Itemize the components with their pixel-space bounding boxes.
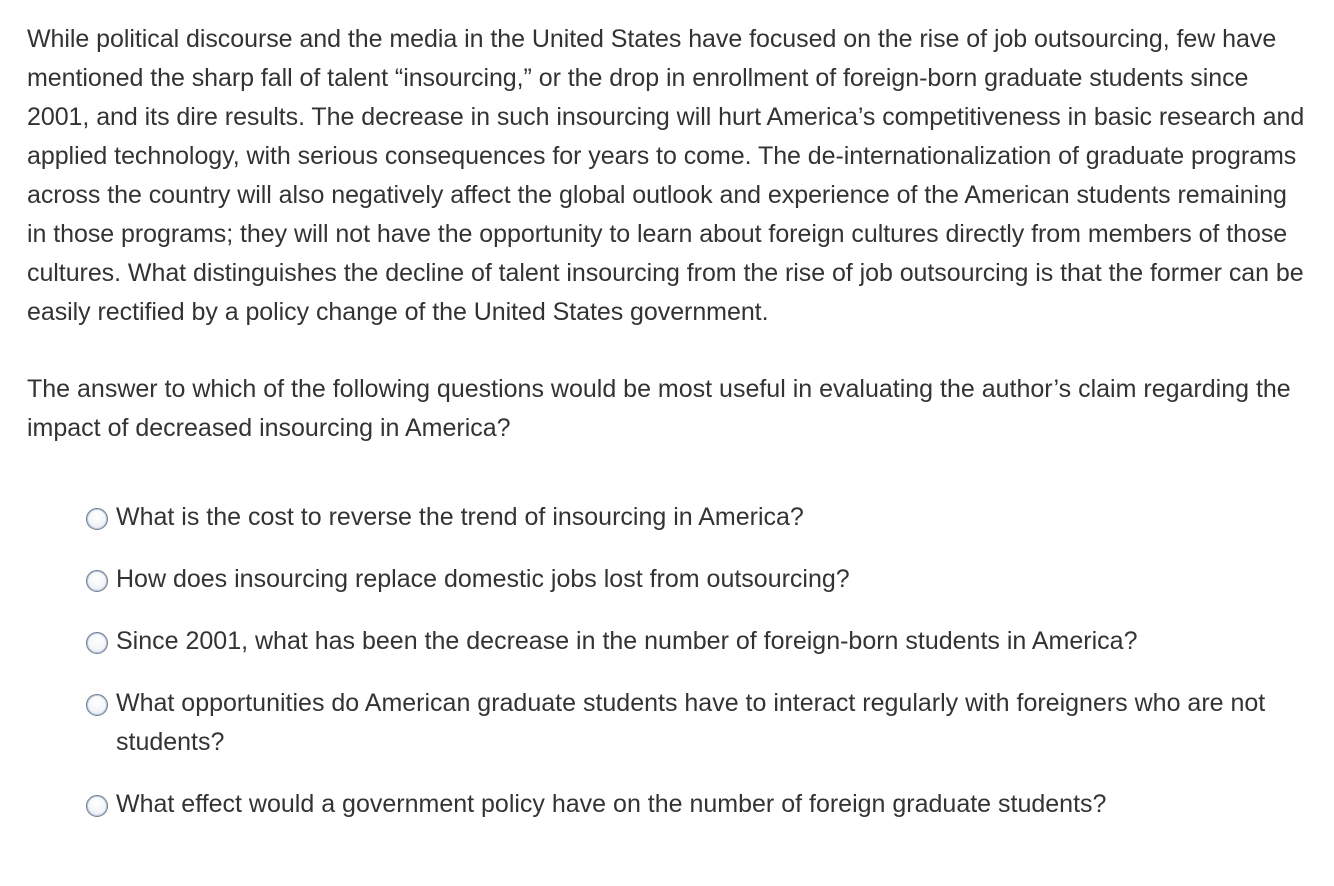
answer-option-label: Since 2001, what has been the decrease in the number of foreign-born students in America? bbox=[116, 627, 1138, 655]
answer-option-e[interactable] bbox=[27, 785, 1296, 824]
radio-button-icon[interactable] bbox=[86, 570, 108, 592]
passage-text: While political discourse and the media in the United States have focused on the rise of job outsourcing, few have mentioned the sharp fall of talent “insourcing,” or the drop in enrollment of foreign-born graduate students since 2001, and its dire results. The decrease in such insourcing will hurt America’s competitiveness in basic research and applied technology, with serious consequences for years to come. The de-internationalization of graduate programs across the country will also negatively affect the global outlook and experience of the American students remaining in those programs; they will not have the opportunity to learn about foreign cultures directly from members of those cultures. What distinguishes the decline of talent insourcing from the rise of job outsourcing is that the former can be easily rectified by a policy change of the United States government. bbox=[27, 25, 1305, 326]
question-stem: The answer to which of the following questions would be most useful in evaluating the author’s claim regarding the impact of decreased insourcing in America? bbox=[27, 375, 1291, 442]
answer-option-label: What effect would a government policy have on the number of foreign graduate students? bbox=[116, 790, 1107, 818]
answer-option-d[interactable] bbox=[27, 684, 1296, 762]
radio-button-icon[interactable] bbox=[86, 795, 108, 817]
radio-button-icon[interactable] bbox=[86, 694, 108, 716]
answer-option-c[interactable] bbox=[27, 622, 1296, 661]
answer-options bbox=[27, 498, 1334, 824]
answer-option-label: What is the cost to reverse the trend of insourcing in America? bbox=[116, 503, 804, 531]
answer-option-a[interactable] bbox=[27, 498, 1296, 537]
radio-button-icon[interactable] bbox=[86, 632, 108, 654]
answer-option-b[interactable] bbox=[27, 560, 1296, 599]
answer-option-label: How does insourcing replace domestic jobs lost from outsourcing? bbox=[116, 565, 850, 593]
radio-button-icon[interactable] bbox=[86, 508, 108, 530]
answer-option-label: What opportunities do American graduate students have to interact regularly with foreigners who are not students? bbox=[116, 689, 1266, 756]
